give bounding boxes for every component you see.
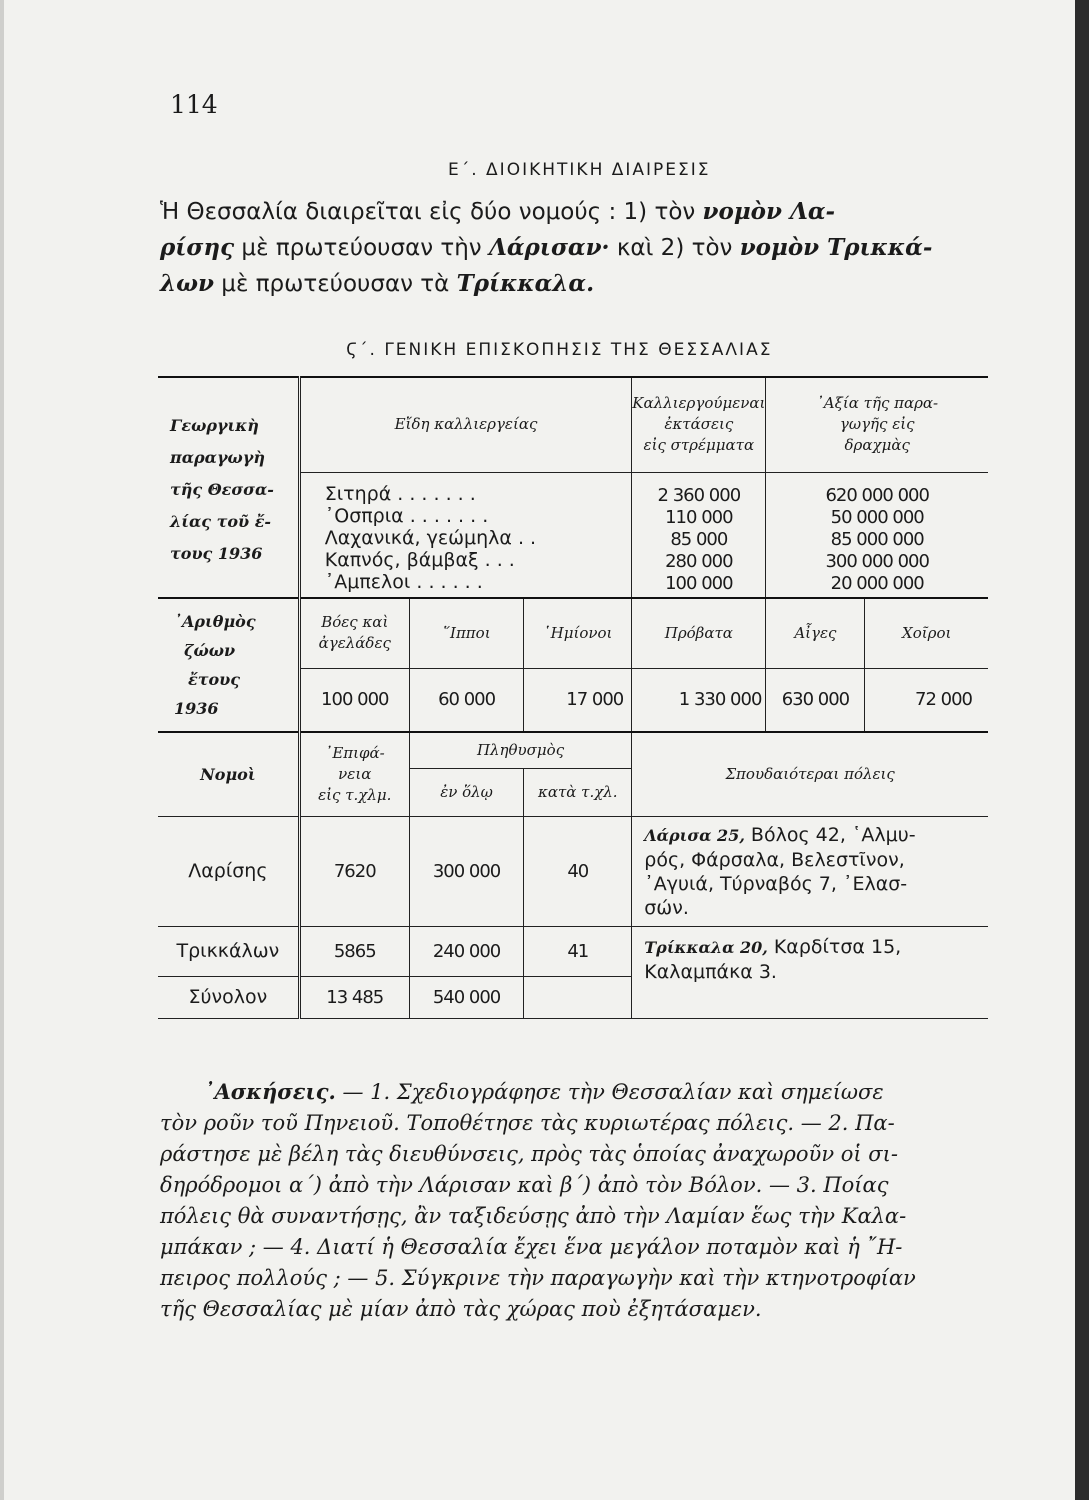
prefecture-row-larisa: [158, 816, 988, 926]
goats-count: 630 000: [766, 668, 865, 732]
population-density-header: κατὰ τ.χλ.: [524, 768, 632, 816]
crop-kind: ᾿Οσπρια . . . . . . .: [324, 504, 489, 527]
cities-text: ᾿Αγυιά, Τύρναβός 7, ᾿Ελασ-: [644, 872, 908, 895]
population-header: Πληθυσμὸς: [409, 732, 631, 768]
cities-header: Σπουδαιότεραι πόλεις: [725, 764, 895, 783]
intro-text: Ἡ Θεσσαλία διαιρεῖται εἰς δύο νομούς : 1) τὸν: [160, 199, 703, 225]
section-f-heading: Ϛ΄. ΓΕΝΙΚΗ ΕΠΙΣΚΟΠΗΣΙΣ ΤΗΣ ΘΕΣΣΑΛΙΑΣ: [346, 340, 773, 360]
agri-area-list: [632, 472, 766, 598]
cities-text: ρός, Φάρσαλα, Βελεστῖνον,: [644, 848, 905, 871]
intro-text: μὲ πρωτεύουσαν τὴν: [234, 235, 489, 261]
exercise-text: δηρόδρομοι α΄) ἀπὸ τὴν Λάρισαν καὶ β΄) ἀπὸ τὸν Βόλον. — 3. Ποίας: [160, 1173, 889, 1197]
pigs-header: Χοῖροι: [865, 598, 988, 668]
intro-emphasis: ρίσης: [160, 234, 235, 261]
label-line: ζώων: [184, 641, 236, 660]
agri-value-header: [766, 377, 988, 472]
crop-kind: Καπνός, βάμβαξ . . .: [324, 548, 515, 571]
agri-value-list: [766, 472, 988, 598]
cattle-header: [299, 598, 409, 668]
crop-kind: Σιτηρά . . . . . . .: [324, 482, 476, 505]
capital-city: Τρίκκαλα 20,: [644, 937, 768, 957]
area-header: [299, 732, 409, 816]
cattle-count: 100 000: [299, 668, 409, 732]
intro-emphasis: Λάρισαν·: [488, 234, 610, 261]
exercise-text: τῆς Θεσσαλίας μὲ μίαν ἀπὸ τὰς χώρας ποὺ ἐξητάσαμεν.: [160, 1297, 762, 1321]
exercise-text: — 1. Σχεδιογράφησε τὴν Θεσσαλίαν καὶ σημείωσε: [335, 1080, 884, 1104]
prefecture-density: 40: [524, 816, 632, 926]
exercise-text: ράστησε μὲ βέλη τὰς διευθύνσεις, πρὸς τὰς ὁποίας ἀναχωροῦν οἱ σι-: [160, 1142, 898, 1166]
goats-header: Αἶγες: [766, 598, 865, 668]
mules-header: ῾Ημίονοι: [524, 598, 632, 668]
prefecture-name: Λαρίσης: [158, 816, 299, 926]
cities-text: Καρδίτσα 15,: [767, 935, 902, 958]
capital-city: Λάρισα 25,: [644, 825, 745, 845]
label-line: 1936: [174, 699, 219, 718]
crop-area: 100 000: [665, 572, 733, 594]
intro-paragraph: [160, 194, 1000, 302]
mules-count: 17 000: [524, 668, 632, 732]
horses-header: ῞Ιπποι: [409, 598, 523, 668]
total-population: 540 000: [409, 976, 523, 1018]
crop-value: 50 000 000: [830, 506, 924, 528]
total-density-empty: [524, 976, 632, 1018]
crop-kind: Λαχανικά, γεώμηλα . .: [324, 526, 537, 549]
prefecture-population: 240 000: [409, 926, 523, 976]
crop-value: 85 000 000: [830, 528, 924, 550]
sheep-count: 1 330 000: [632, 668, 766, 732]
page-binding-shadow: [1075, 0, 1089, 1500]
header-line: εἰς τ.χλμ.: [318, 785, 392, 804]
exercises-paragraph: [160, 1076, 995, 1325]
animals-header-row: [158, 598, 988, 668]
total-label: Σύνολον: [158, 976, 299, 1018]
intro-text: καὶ 2) τὸν: [609, 235, 740, 261]
crop-value: 20 000 000: [830, 572, 924, 594]
exercises-title: ᾿Ασκήσεις.: [204, 1079, 336, 1104]
label-line: τῆς Θεσσα-: [170, 480, 274, 499]
label-line: Γεωργικὴ: [170, 416, 259, 435]
intro-emphasis: νομὸν Λα-: [702, 198, 836, 225]
prefecture-area: 5865: [299, 926, 409, 976]
agri-section-label: [158, 377, 299, 598]
prefecture-cities: [632, 816, 988, 926]
section-e-heading: Ε΄. ΔΙΟΙΚΗΤΙΚΗ ΔΙΑΙΡΕΣΙΣ: [448, 160, 711, 180]
header-line: εἰς στρέμματα: [643, 436, 755, 455]
prefecture-density: 41: [524, 926, 632, 976]
exercise-text: πόλεις θὰ συναντήσῃς, ἂν ταξιδεύσῃς ἀπὸ τὴν Λαμίαν ἕως τὴν Καλα-: [160, 1204, 907, 1228]
label-line: ἔτους: [188, 670, 241, 689]
sheep-header: Πρόβατα: [632, 598, 766, 668]
prefecture-population: 300 000: [409, 816, 523, 926]
horses-count: 60 000: [409, 668, 523, 732]
crop-kind: ᾿Αμπελοι . . . . . .: [324, 570, 483, 593]
prefecture-area: 7620: [299, 816, 409, 926]
crop-area: 110 000: [665, 506, 733, 528]
cities-text: Καλαμπάκα 3.: [644, 960, 777, 983]
agri-area-header: [632, 377, 766, 472]
intro-text: μὲ πρωτεύουσαν τὰ: [214, 271, 457, 297]
animals-section-label: [158, 598, 299, 732]
agri-kinds-header: Εἴδη καλλιεργείας: [299, 377, 632, 472]
pigs-count: 72 000: [915, 689, 972, 711]
prefecture-name: Τρικκάλων: [158, 926, 299, 976]
header-line: ᾿Αξία τῆς παρα-: [816, 394, 939, 413]
label-line: λίας τοῦ ἔ-: [170, 512, 272, 531]
header-line: ἀγελάδες: [318, 634, 391, 653]
exercise-text: μπάκαν ; — 4. Διατί ἡ Θεσσαλία ἔχει ἕνα μεγάλον ποταμὸν καὶ ἡ ῎Η-: [160, 1235, 903, 1259]
page-left-edge: [0, 0, 4, 1500]
crop-value: 620 000 000: [825, 484, 929, 506]
total-area: 13 485: [299, 976, 409, 1018]
header-line: ἐκτάσεις: [664, 415, 734, 434]
cities-text: Βόλος 42, ῾Αλμυ-: [744, 823, 916, 846]
prefectures-header: Νομοὶ: [158, 732, 299, 816]
exercise-text: τὸν ροῦν τοῦ Πηνειοῦ. Τοποθέτησε τὰς κυριωτέρας πόλεις. — 2. Πα-: [160, 1111, 895, 1135]
prefecture-row-trikala: [158, 926, 988, 976]
crop-value: 300 000 000: [825, 550, 929, 572]
agri-kinds-list: [299, 472, 632, 598]
cities-text: σών.: [644, 896, 689, 919]
header-line: γωγῆς εἰς: [839, 415, 915, 434]
prefecture-cities: [632, 926, 988, 1018]
label-line: παραγωγὴ: [170, 448, 265, 467]
exercise-text: πειρος πολλούς ; — 5. Σύγκρινε τὴν παραγωγὴν καὶ τὴν κτηνοτροφίαν: [160, 1266, 916, 1290]
header-line: ᾿Επιφά-: [324, 743, 385, 762]
prefectures-header-row-1: [158, 732, 988, 768]
crop-area: 280 000: [665, 550, 733, 572]
population-total-header: ἐν ὅλῳ: [409, 768, 523, 816]
intro-emphasis: λων: [160, 270, 214, 297]
intro-emphasis: Τρίκκαλα.: [456, 270, 595, 297]
header-line: Καλλιεργούμεναι: [632, 394, 766, 413]
header-line: νεια: [338, 764, 372, 783]
header-line: δραχμὰς: [844, 436, 910, 455]
agri-header-row: [158, 377, 988, 472]
label-line: τους 1936: [170, 544, 263, 563]
thessaly-overview-table: [158, 376, 988, 1019]
intro-emphasis: νομὸν Τρικκά-: [739, 234, 933, 261]
header-line: Βόες καὶ: [321, 613, 389, 632]
crop-area: 2 360 000: [657, 484, 741, 506]
page-number: 114: [170, 90, 218, 119]
crop-area: 85 000: [670, 528, 728, 550]
label-line: ᾿Αριθμὸς: [174, 612, 256, 631]
